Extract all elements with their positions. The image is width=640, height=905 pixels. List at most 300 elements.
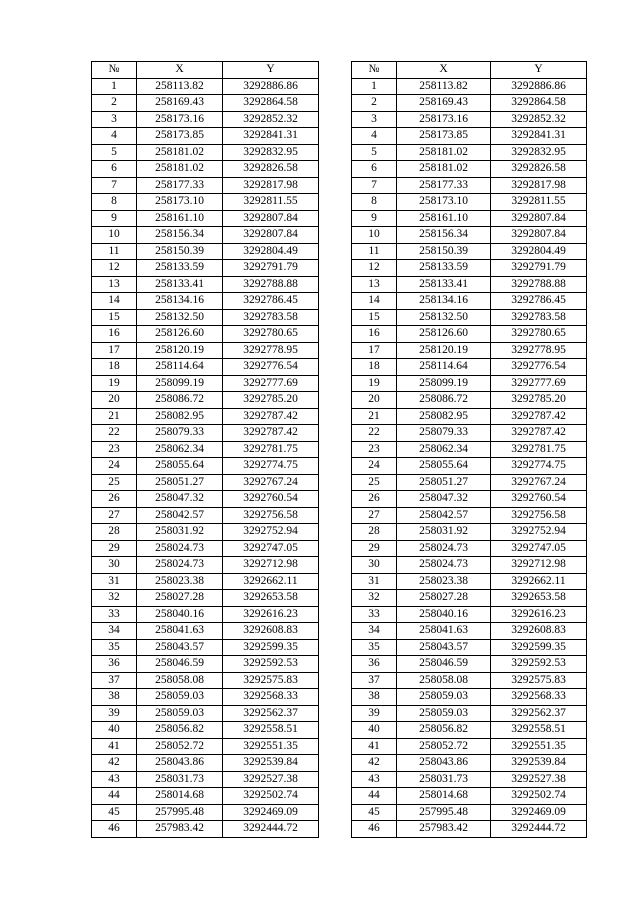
- y-coordinate-cell: 3292864.58: [491, 95, 587, 112]
- x-coordinate-cell: 258056.82: [397, 722, 491, 739]
- table-row: [352, 656, 587, 673]
- y-coordinate-cell: 3292502.74: [491, 788, 587, 805]
- y-coordinate-cell: 3292444.72: [491, 821, 587, 838]
- table-row: [92, 639, 319, 656]
- table-row: [352, 590, 587, 607]
- x-coordinate-cell: 258156.34: [137, 227, 223, 244]
- table-row: [92, 557, 319, 574]
- y-coordinate-cell: 3292783.58: [491, 309, 587, 326]
- point-number-cell: 7: [352, 177, 397, 194]
- x-coordinate-cell: 258014.68: [137, 788, 223, 805]
- table-row: [352, 95, 587, 112]
- x-coordinate-cell: 258173.10: [137, 194, 223, 211]
- point-number-cell: 33: [352, 606, 397, 623]
- table-row: [352, 111, 587, 128]
- y-coordinate-cell: 3292747.05: [223, 540, 319, 557]
- y-coordinate-cell: 3292599.35: [491, 639, 587, 656]
- x-coordinate-cell: 258042.57: [137, 507, 223, 524]
- y-coordinate-cell: 3292599.35: [223, 639, 319, 656]
- table-row: [352, 755, 587, 772]
- point-number-cell: 33: [92, 606, 137, 623]
- table-row: [92, 788, 319, 805]
- table-row: [352, 177, 587, 194]
- x-coordinate-cell: 258027.28: [397, 590, 491, 607]
- y-coordinate-cell: 3292469.09: [223, 804, 319, 821]
- x-coordinate-cell: 258133.41: [137, 276, 223, 293]
- x-coordinate-cell: 258062.34: [397, 441, 491, 458]
- x-coordinate-cell: 258161.10: [137, 210, 223, 227]
- table-row: [92, 210, 319, 227]
- x-coordinate-cell: 258023.38: [397, 573, 491, 590]
- y-coordinate-cell: 3292774.75: [223, 458, 319, 475]
- y-coordinate-cell: 3292551.35: [491, 738, 587, 755]
- x-coordinate-cell: 258024.73: [397, 557, 491, 574]
- table-row: [92, 656, 319, 673]
- y-coordinate-cell: 3292817.98: [491, 177, 587, 194]
- table-row: [352, 144, 587, 161]
- x-coordinate-cell: 257983.42: [397, 821, 491, 838]
- y-coordinate-cell: 3292712.98: [491, 557, 587, 574]
- point-number-cell: 1: [92, 78, 137, 95]
- x-coordinate-cell: 258173.16: [397, 111, 491, 128]
- x-coordinate-cell: 258056.82: [137, 722, 223, 739]
- x-coordinate-cell: 258042.57: [397, 507, 491, 524]
- point-number-cell: 2: [352, 95, 397, 112]
- y-coordinate-cell: 3292527.38: [491, 771, 587, 788]
- y-coordinate-cell: 3292886.86: [491, 78, 587, 95]
- column-header-number: №: [352, 62, 397, 79]
- point-number-cell: 34: [352, 623, 397, 640]
- table-row: [92, 177, 319, 194]
- x-coordinate-cell: 258150.39: [397, 243, 491, 260]
- y-coordinate-cell: 3292575.83: [223, 672, 319, 689]
- point-number-cell: 40: [352, 722, 397, 739]
- x-coordinate-cell: 258181.02: [137, 144, 223, 161]
- point-number-cell: 26: [352, 491, 397, 508]
- y-coordinate-cell: 3292811.55: [491, 194, 587, 211]
- point-number-cell: 6: [92, 161, 137, 178]
- x-coordinate-cell: 258132.50: [397, 309, 491, 326]
- point-number-cell: 38: [352, 689, 397, 706]
- table-row: [352, 210, 587, 227]
- point-number-cell: 31: [92, 573, 137, 590]
- x-coordinate-cell: 258099.19: [137, 375, 223, 392]
- y-coordinate-cell: 3292568.33: [223, 689, 319, 706]
- y-coordinate-cell: 3292841.31: [491, 128, 587, 145]
- y-coordinate-cell: 3292444.72: [223, 821, 319, 838]
- table-row: [352, 689, 587, 706]
- y-coordinate-cell: 3292791.79: [223, 260, 319, 277]
- table-row: [92, 821, 319, 838]
- point-number-cell: 7: [92, 177, 137, 194]
- y-coordinate-cell: 3292592.53: [223, 656, 319, 673]
- x-coordinate-cell: 258177.33: [397, 177, 491, 194]
- point-number-cell: 29: [352, 540, 397, 557]
- y-coordinate-cell: 3292787.42: [223, 425, 319, 442]
- x-coordinate-cell: 258177.33: [137, 177, 223, 194]
- table-row: [352, 705, 587, 722]
- point-number-cell: 41: [352, 738, 397, 755]
- point-number-cell: 39: [92, 705, 137, 722]
- y-coordinate-cell: 3292832.95: [223, 144, 319, 161]
- table-row: [92, 144, 319, 161]
- x-coordinate-cell: 258120.19: [137, 342, 223, 359]
- y-coordinate-cell: 3292756.58: [223, 507, 319, 524]
- y-coordinate-cell: 3292539.84: [491, 755, 587, 772]
- y-coordinate-cell: 3292539.84: [223, 755, 319, 772]
- point-number-cell: 6: [352, 161, 397, 178]
- point-number-cell: 5: [352, 144, 397, 161]
- point-number-cell: 9: [92, 210, 137, 227]
- x-coordinate-cell: 258169.43: [137, 95, 223, 112]
- table-row: [92, 375, 319, 392]
- x-coordinate-cell: 258058.08: [397, 672, 491, 689]
- point-number-cell: 17: [352, 342, 397, 359]
- point-number-cell: 8: [352, 194, 397, 211]
- point-number-cell: 21: [352, 408, 397, 425]
- table-row: [352, 359, 587, 376]
- table-row: [352, 441, 587, 458]
- x-coordinate-cell: 258024.73: [137, 557, 223, 574]
- table-row: [92, 309, 319, 326]
- y-coordinate-cell: 3292662.11: [223, 573, 319, 590]
- y-coordinate-cell: 3292811.55: [223, 194, 319, 211]
- point-number-cell: 45: [92, 804, 137, 821]
- x-coordinate-cell: 257995.48: [397, 804, 491, 821]
- x-coordinate-cell: 258041.63: [137, 623, 223, 640]
- table-row: [352, 78, 587, 95]
- y-coordinate-cell: 3292781.75: [491, 441, 587, 458]
- table-row: [92, 95, 319, 112]
- y-coordinate-cell: 3292852.32: [491, 111, 587, 128]
- point-number-cell: 46: [352, 821, 397, 838]
- x-coordinate-cell: 258014.68: [397, 788, 491, 805]
- x-coordinate-cell: 258031.73: [397, 771, 491, 788]
- table-row: [352, 474, 587, 491]
- table-row: [352, 260, 587, 277]
- table-row: [352, 573, 587, 590]
- point-number-cell: 41: [92, 738, 137, 755]
- y-coordinate-cell: 3292807.84: [223, 210, 319, 227]
- y-coordinate-cell: 3292568.33: [491, 689, 587, 706]
- y-coordinate-cell: 3292807.84: [491, 227, 587, 244]
- x-coordinate-cell: 258059.03: [137, 705, 223, 722]
- x-coordinate-cell: 258046.59: [397, 656, 491, 673]
- y-coordinate-cell: 3292817.98: [223, 177, 319, 194]
- point-number-cell: 16: [92, 326, 137, 343]
- table-header-row: [92, 62, 319, 79]
- table-row: [352, 408, 587, 425]
- x-coordinate-cell: 258134.16: [137, 293, 223, 310]
- x-coordinate-cell: 258058.08: [137, 672, 223, 689]
- x-coordinate-cell: 257983.42: [137, 821, 223, 838]
- table-row: [92, 689, 319, 706]
- coordinates-table-left: [91, 61, 319, 838]
- table-row: [352, 722, 587, 739]
- table-row: [92, 524, 319, 541]
- point-number-cell: 46: [92, 821, 137, 838]
- table-header-row: [352, 62, 587, 79]
- y-coordinate-cell: 3292864.58: [223, 95, 319, 112]
- y-coordinate-cell: 3292776.54: [223, 359, 319, 376]
- x-coordinate-cell: 258133.59: [137, 260, 223, 277]
- x-coordinate-cell: 258041.63: [397, 623, 491, 640]
- y-coordinate-cell: 3292747.05: [491, 540, 587, 557]
- x-coordinate-cell: 258173.85: [397, 128, 491, 145]
- point-number-cell: 31: [352, 573, 397, 590]
- point-number-cell: 24: [92, 458, 137, 475]
- point-number-cell: 13: [92, 276, 137, 293]
- point-number-cell: 27: [352, 507, 397, 524]
- x-coordinate-cell: 258043.86: [397, 755, 491, 772]
- y-coordinate-cell: 3292592.53: [491, 656, 587, 673]
- y-coordinate-cell: 3292786.45: [223, 293, 319, 310]
- y-coordinate-cell: 3292767.24: [223, 474, 319, 491]
- column-header-x: X: [137, 62, 223, 79]
- y-coordinate-cell: 3292826.58: [491, 161, 587, 178]
- table-row: [92, 771, 319, 788]
- y-coordinate-cell: 3292502.74: [223, 788, 319, 805]
- point-number-cell: 42: [92, 755, 137, 772]
- point-number-cell: 22: [352, 425, 397, 442]
- column-header-number: №: [92, 62, 137, 79]
- table-row: [352, 821, 587, 838]
- table-row: [92, 194, 319, 211]
- table-row: [92, 243, 319, 260]
- x-coordinate-cell: 258052.72: [137, 738, 223, 755]
- x-coordinate-cell: 257995.48: [137, 804, 223, 821]
- x-coordinate-cell: 258043.86: [137, 755, 223, 772]
- y-coordinate-cell: 3292653.58: [223, 590, 319, 607]
- point-number-cell: 12: [352, 260, 397, 277]
- y-coordinate-cell: 3292786.45: [491, 293, 587, 310]
- table-row: [92, 672, 319, 689]
- point-number-cell: 39: [352, 705, 397, 722]
- table-row: [92, 276, 319, 293]
- point-number-cell: 45: [352, 804, 397, 821]
- table-row: [352, 227, 587, 244]
- y-coordinate-cell: 3292760.54: [223, 491, 319, 508]
- x-coordinate-cell: 258120.19: [397, 342, 491, 359]
- y-coordinate-cell: 3292783.58: [223, 309, 319, 326]
- point-number-cell: 24: [352, 458, 397, 475]
- y-coordinate-cell: 3292551.35: [223, 738, 319, 755]
- x-coordinate-cell: 258051.27: [137, 474, 223, 491]
- x-coordinate-cell: 258024.73: [397, 540, 491, 557]
- point-number-cell: 14: [352, 293, 397, 310]
- y-coordinate-cell: 3292558.51: [491, 722, 587, 739]
- point-number-cell: 12: [92, 260, 137, 277]
- x-coordinate-cell: 258024.73: [137, 540, 223, 557]
- y-coordinate-cell: 3292785.20: [491, 392, 587, 409]
- table-row: [92, 342, 319, 359]
- table-row: [352, 392, 587, 409]
- point-number-cell: 40: [92, 722, 137, 739]
- point-number-cell: 13: [352, 276, 397, 293]
- point-number-cell: 30: [352, 557, 397, 574]
- table-row: [352, 623, 587, 640]
- x-coordinate-cell: 258052.72: [397, 738, 491, 755]
- point-number-cell: 18: [92, 359, 137, 376]
- x-coordinate-cell: 258040.16: [397, 606, 491, 623]
- table-row: [92, 590, 319, 607]
- x-coordinate-cell: 258055.64: [397, 458, 491, 475]
- point-number-cell: 18: [352, 359, 397, 376]
- y-coordinate-cell: 3292787.42: [223, 408, 319, 425]
- table-row: [92, 491, 319, 508]
- y-coordinate-cell: 3292776.54: [491, 359, 587, 376]
- x-coordinate-cell: 258181.02: [397, 144, 491, 161]
- x-coordinate-cell: 258051.27: [397, 474, 491, 491]
- table-row: [352, 425, 587, 442]
- x-coordinate-cell: 258059.03: [137, 689, 223, 706]
- column-header-y: Y: [491, 62, 587, 79]
- table-row: [92, 540, 319, 557]
- coordinates-table-right: [351, 61, 587, 838]
- table-row: [92, 804, 319, 821]
- y-coordinate-cell: 3292788.88: [491, 276, 587, 293]
- point-number-cell: 43: [92, 771, 137, 788]
- x-coordinate-cell: 258173.85: [137, 128, 223, 145]
- y-coordinate-cell: 3292760.54: [491, 491, 587, 508]
- table-row: [92, 722, 319, 739]
- y-coordinate-cell: 3292781.75: [223, 441, 319, 458]
- y-coordinate-cell: 3292774.75: [491, 458, 587, 475]
- x-coordinate-cell: 258114.64: [137, 359, 223, 376]
- y-coordinate-cell: 3292562.37: [223, 705, 319, 722]
- point-number-cell: 35: [352, 639, 397, 656]
- y-coordinate-cell: 3292777.69: [491, 375, 587, 392]
- y-coordinate-cell: 3292616.23: [223, 606, 319, 623]
- point-number-cell: 44: [352, 788, 397, 805]
- x-coordinate-cell: 258133.41: [397, 276, 491, 293]
- x-coordinate-cell: 258086.72: [137, 392, 223, 409]
- x-coordinate-cell: 258046.59: [137, 656, 223, 673]
- point-number-cell: 16: [352, 326, 397, 343]
- point-number-cell: 32: [352, 590, 397, 607]
- y-coordinate-cell: 3292752.94: [491, 524, 587, 541]
- x-coordinate-cell: 258113.82: [397, 78, 491, 95]
- y-coordinate-cell: 3292807.84: [491, 210, 587, 227]
- y-coordinate-cell: 3292804.49: [223, 243, 319, 260]
- x-coordinate-cell: 258113.82: [137, 78, 223, 95]
- x-coordinate-cell: 258082.95: [397, 408, 491, 425]
- table-row: [352, 243, 587, 260]
- x-coordinate-cell: 258055.64: [137, 458, 223, 475]
- point-number-cell: 10: [352, 227, 397, 244]
- table-row: [352, 309, 587, 326]
- table-row: [92, 738, 319, 755]
- x-coordinate-cell: 258031.92: [397, 524, 491, 541]
- point-number-cell: 44: [92, 788, 137, 805]
- y-coordinate-cell: 3292807.84: [223, 227, 319, 244]
- x-coordinate-cell: 258023.38: [137, 573, 223, 590]
- x-coordinate-cell: 258082.95: [137, 408, 223, 425]
- table-row: [92, 507, 319, 524]
- table-row: [92, 474, 319, 491]
- table-row: [92, 78, 319, 95]
- point-number-cell: 11: [92, 243, 137, 260]
- x-coordinate-cell: 258043.57: [397, 639, 491, 656]
- x-coordinate-cell: 258132.50: [137, 309, 223, 326]
- point-number-cell: 9: [352, 210, 397, 227]
- x-coordinate-cell: 258079.33: [397, 425, 491, 442]
- point-number-cell: 25: [352, 474, 397, 491]
- y-coordinate-cell: 3292780.65: [491, 326, 587, 343]
- point-number-cell: 3: [352, 111, 397, 128]
- point-number-cell: 30: [92, 557, 137, 574]
- point-number-cell: 23: [352, 441, 397, 458]
- point-number-cell: 20: [92, 392, 137, 409]
- table-row: [352, 804, 587, 821]
- y-coordinate-cell: 3292841.31: [223, 128, 319, 145]
- y-coordinate-cell: 3292653.58: [491, 590, 587, 607]
- table-row: [92, 458, 319, 475]
- x-coordinate-cell: 258150.39: [137, 243, 223, 260]
- table-row: [352, 161, 587, 178]
- table-row: [352, 491, 587, 508]
- point-number-cell: 2: [92, 95, 137, 112]
- y-coordinate-cell: 3292608.83: [223, 623, 319, 640]
- table-row: [92, 227, 319, 244]
- point-number-cell: 42: [352, 755, 397, 772]
- x-coordinate-cell: 258059.03: [397, 689, 491, 706]
- table-row: [352, 606, 587, 623]
- x-coordinate-cell: 258126.60: [137, 326, 223, 343]
- table-row: [92, 326, 319, 343]
- point-number-cell: 21: [92, 408, 137, 425]
- table-row: [352, 293, 587, 310]
- table-row: [352, 375, 587, 392]
- table-row: [92, 755, 319, 772]
- y-coordinate-cell: 3292558.51: [223, 722, 319, 739]
- point-number-cell: 3: [92, 111, 137, 128]
- point-number-cell: 27: [92, 507, 137, 524]
- point-number-cell: 1: [352, 78, 397, 95]
- table-row: [352, 326, 587, 343]
- point-number-cell: 4: [92, 128, 137, 145]
- point-number-cell: 23: [92, 441, 137, 458]
- point-number-cell: 37: [352, 672, 397, 689]
- y-coordinate-cell: 3292886.86: [223, 78, 319, 95]
- point-number-cell: 15: [352, 309, 397, 326]
- table-row: [352, 458, 587, 475]
- point-number-cell: 28: [92, 524, 137, 541]
- x-coordinate-cell: 258156.34: [397, 227, 491, 244]
- point-number-cell: 36: [352, 656, 397, 673]
- table-row: [352, 524, 587, 541]
- point-number-cell: 36: [92, 656, 137, 673]
- x-coordinate-cell: 258133.59: [397, 260, 491, 277]
- x-coordinate-cell: 258079.33: [137, 425, 223, 442]
- point-number-cell: 19: [92, 375, 137, 392]
- y-coordinate-cell: 3292777.69: [223, 375, 319, 392]
- table-row: [352, 557, 587, 574]
- table-row: [92, 408, 319, 425]
- point-number-cell: 11: [352, 243, 397, 260]
- point-number-cell: 28: [352, 524, 397, 541]
- point-number-cell: 32: [92, 590, 137, 607]
- x-coordinate-cell: 258114.64: [397, 359, 491, 376]
- y-coordinate-cell: 3292767.24: [491, 474, 587, 491]
- point-number-cell: 37: [92, 672, 137, 689]
- table-row: [92, 441, 319, 458]
- point-number-cell: 43: [352, 771, 397, 788]
- y-coordinate-cell: 3292787.42: [491, 425, 587, 442]
- y-coordinate-cell: 3292616.23: [491, 606, 587, 623]
- y-coordinate-cell: 3292752.94: [223, 524, 319, 541]
- point-number-cell: 34: [92, 623, 137, 640]
